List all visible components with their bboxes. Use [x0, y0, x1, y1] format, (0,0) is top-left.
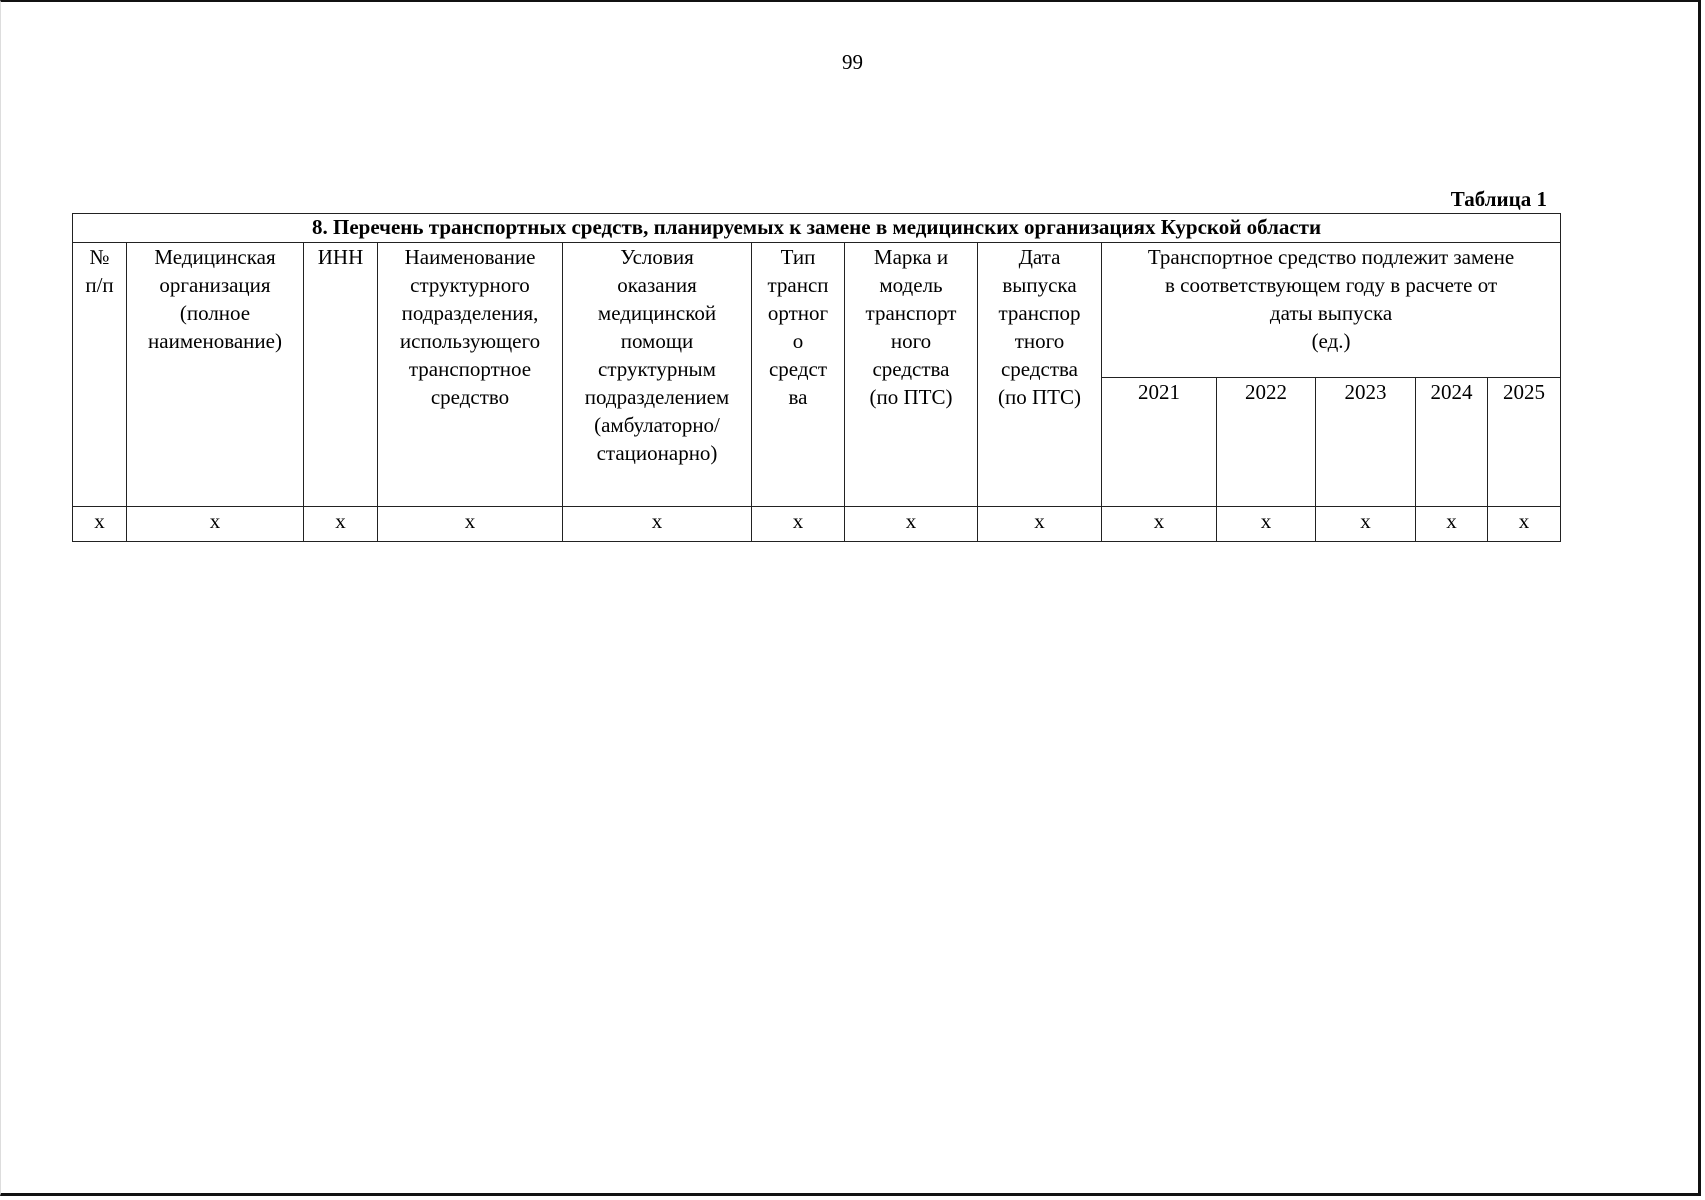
table-cell: х — [752, 507, 845, 542]
header-row — [73, 243, 1561, 378]
table-caption: Таблица 1 — [1450, 187, 1547, 211]
header-brand-model: Марка и модель транспорт ного средства (по ПТС) — [845, 243, 978, 507]
table-title-row — [73, 214, 1561, 243]
vehicle-replacement-table — [72, 213, 1561, 542]
table-cell: х — [1217, 507, 1316, 542]
table-cell: х — [1316, 507, 1416, 542]
table-title: 8. Перечень транспортных средств, планируемых к замене в медицинских организациях Курской области — [73, 214, 1561, 243]
table-row — [73, 507, 1561, 542]
header-vehicle-type: Тип трансп ортног о средст ва — [752, 243, 845, 507]
table-cell: х — [73, 507, 127, 542]
header-organization: Медицинская организация (полное наименование) — [127, 243, 304, 507]
header-year: 2021 — [1102, 378, 1217, 507]
page-number: 99 — [842, 50, 863, 74]
table-cell: х — [1416, 507, 1488, 542]
table-cell: х — [378, 507, 563, 542]
header-inn: ИНН — [304, 243, 378, 507]
header-care-conditions: Условия оказания медицинской помощи структурным подразделением (амбулаторно/ стационарно) — [563, 243, 752, 507]
table-cell: х — [845, 507, 978, 542]
table-cell: х — [1488, 507, 1561, 542]
header-replacement-group: Транспортное средство подлежит замене в соответствующем году в расчете от даты выпуска (ед.) — [1102, 243, 1561, 378]
header-year: 2022 — [1217, 378, 1316, 507]
table-cell: х — [978, 507, 1102, 542]
header-year: 2024 — [1416, 378, 1488, 507]
table-cell: х — [127, 507, 304, 542]
table-cell: х — [563, 507, 752, 542]
header-structural-unit: Наименование структурного подразделения, использующего транспортное средство — [378, 243, 563, 507]
header-year: 2025 — [1488, 378, 1561, 507]
header-release-date: Дата выпуска транспор тного средства (по ПТС) — [978, 243, 1102, 507]
header-num: № п/п — [73, 243, 127, 507]
header-year: 2023 — [1316, 378, 1416, 507]
table-cell: х — [304, 507, 378, 542]
table-cell: х — [1102, 507, 1217, 542]
